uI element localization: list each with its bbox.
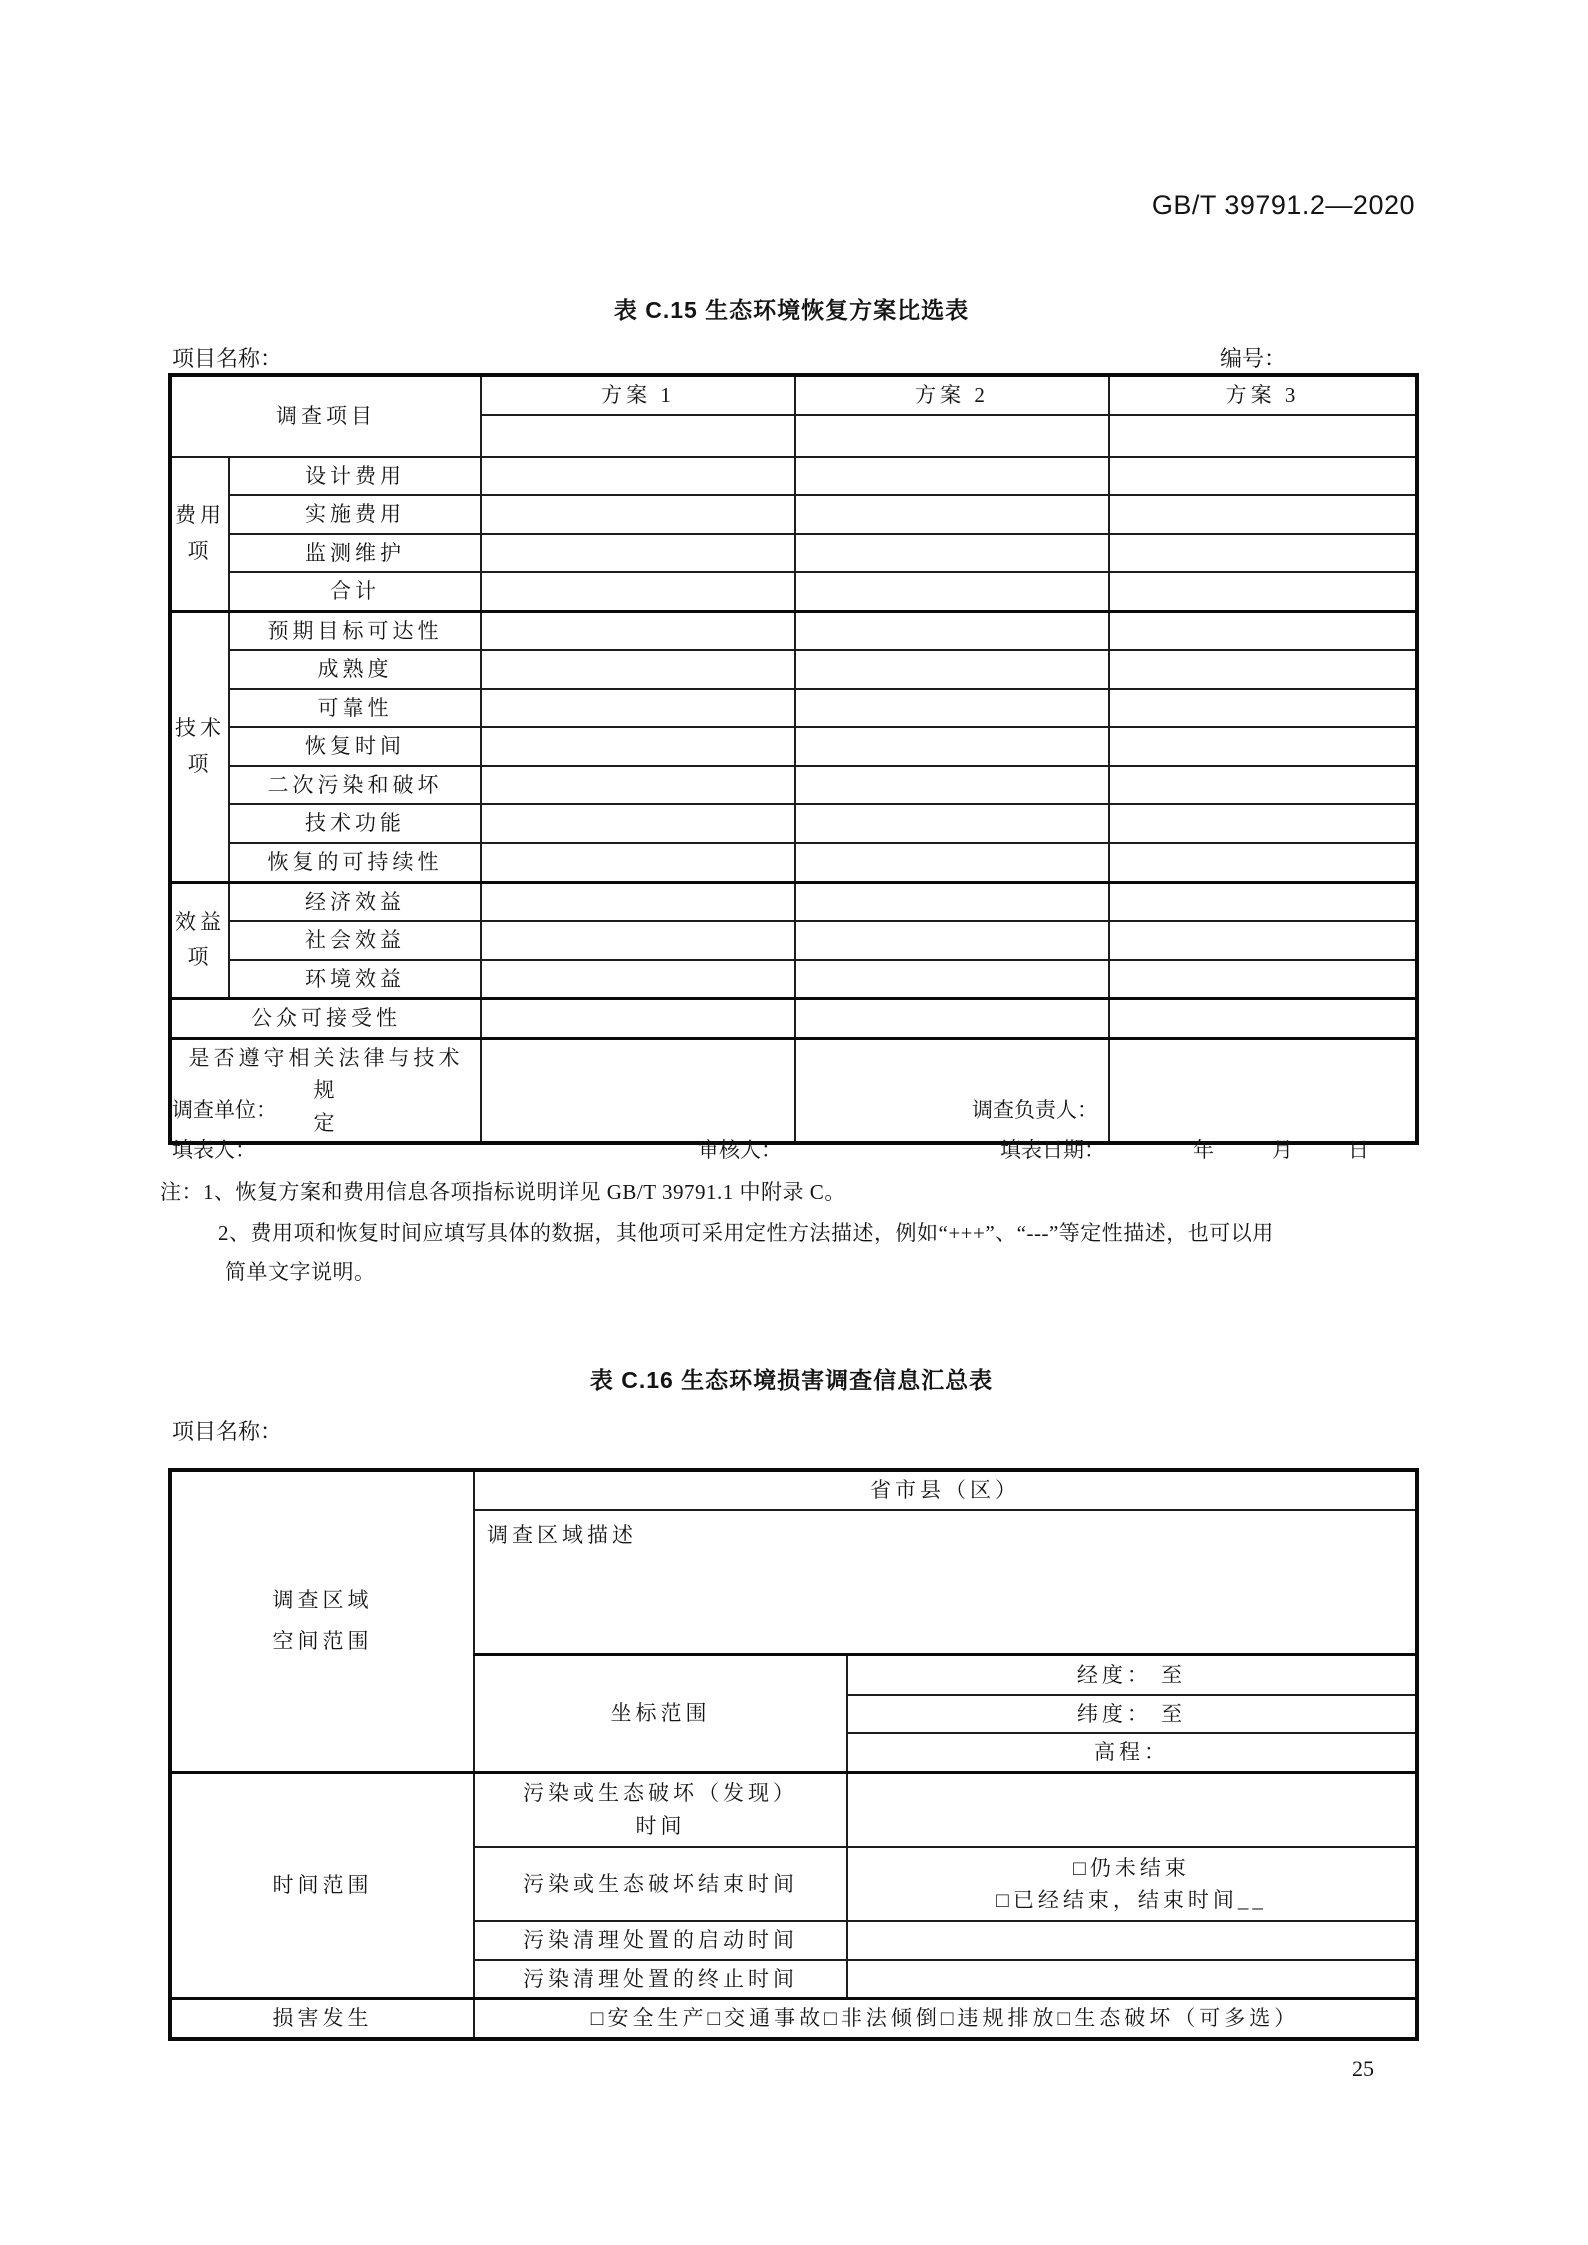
empty-cell bbox=[795, 1038, 1109, 1143]
empty-cell bbox=[481, 415, 795, 457]
t1-item-label: 恢复时间 bbox=[229, 727, 481, 766]
day-label: 日 bbox=[1348, 1138, 1369, 1162]
table-row bbox=[170, 1470, 1417, 1510]
empty-cell bbox=[1109, 572, 1417, 611]
t2-latitude-label: 纬度： 至 bbox=[847, 1695, 1417, 1734]
table-row bbox=[170, 572, 1417, 611]
empty-cell bbox=[795, 882, 1109, 921]
form-filler-label: 填表人： bbox=[172, 1138, 256, 1162]
table-row bbox=[170, 1772, 1417, 1847]
table-row bbox=[170, 727, 1417, 766]
t2-province-city-county: 省市县（区） bbox=[474, 1470, 1417, 1510]
empty-cell bbox=[1109, 534, 1417, 573]
t1-item-label: 可靠性 bbox=[229, 689, 481, 728]
t2-damage-options: □安全生产□交通事故□非法倾倒□违规排放□生态破坏（可多选） bbox=[474, 1999, 1417, 2039]
t1-group-cost: 费用项 bbox=[170, 457, 229, 612]
empty-cell bbox=[481, 804, 795, 843]
t1-header-row bbox=[170, 375, 1417, 415]
year-label: 年 bbox=[1193, 1138, 1214, 1162]
t1-group-technical: 技术项 bbox=[170, 611, 229, 882]
empty-cell bbox=[1109, 1038, 1417, 1143]
empty-cell bbox=[1109, 960, 1417, 999]
empty-cell bbox=[481, 843, 795, 882]
t2-end-time-label: 污染或生态破坏结束时间 bbox=[474, 1847, 847, 1921]
empty-cell bbox=[795, 415, 1109, 457]
empty-cell bbox=[1109, 804, 1417, 843]
survey-unit-label: 调查单位： bbox=[172, 1098, 277, 1122]
t2-end-time-options: □仍未结束 □已经结束，结束时间__ bbox=[847, 1847, 1417, 1921]
empty-cell bbox=[481, 1038, 795, 1143]
empty-cell bbox=[795, 495, 1109, 534]
empty-cell bbox=[847, 1960, 1417, 1999]
empty-cell bbox=[481, 921, 795, 960]
t2-cleanup-end-label: 污染清理处置的终止时间 bbox=[474, 1960, 847, 1999]
empty-cell bbox=[795, 921, 1109, 960]
empty-cell bbox=[1109, 766, 1417, 805]
empty-cell bbox=[1109, 415, 1417, 457]
empty-cell bbox=[1109, 611, 1417, 650]
t2-cleanup-start-label: 污染清理处置的启动时间 bbox=[474, 1921, 847, 1960]
t2-region-description-label: 调查区域描述 bbox=[474, 1510, 1417, 1655]
t2-damage-occurrence-label: 损害发生 bbox=[170, 1999, 474, 2039]
t1-plan3-header: 方案 3 bbox=[1109, 375, 1417, 415]
empty-cell bbox=[481, 689, 795, 728]
empty-cell bbox=[481, 457, 795, 496]
fill-date-label: 填表日期： bbox=[1000, 1138, 1105, 1162]
t1-item-label: 监测维护 bbox=[229, 534, 481, 573]
empty-cell bbox=[847, 1921, 1417, 1960]
table-row bbox=[170, 650, 1417, 689]
empty-cell bbox=[795, 766, 1109, 805]
t1-item-label: 恢复的可持续性 bbox=[229, 843, 481, 882]
table-row bbox=[170, 766, 1417, 805]
note-line-2: 2、费用项和恢复时间应填写具体的数据，其他项可采用定性方法描述，例如“+++”、“---”等定性描述，也可以用 bbox=[218, 1221, 1274, 1245]
empty-cell bbox=[795, 611, 1109, 650]
t2-longitude-label: 经度： 至 bbox=[847, 1655, 1417, 1695]
table-row bbox=[170, 1999, 1417, 2039]
t2-elevation-label: 高程： bbox=[847, 1733, 1417, 1772]
t1-number-label: 编号： bbox=[1220, 346, 1287, 371]
t1-item-label: 合计 bbox=[229, 572, 481, 611]
t1-public-acceptability-label: 公众可接受性 bbox=[170, 999, 481, 1039]
empty-cell bbox=[1109, 843, 1417, 882]
empty-cell bbox=[795, 572, 1109, 611]
table-row bbox=[170, 804, 1417, 843]
empty-cell bbox=[481, 999, 795, 1039]
empty-cell bbox=[795, 804, 1109, 843]
standard-number: GB/T 39791.2—2020 bbox=[1151, 190, 1415, 220]
empty-cell bbox=[1109, 727, 1417, 766]
t1-item-label: 实施费用 bbox=[229, 495, 481, 534]
table-row bbox=[170, 921, 1417, 960]
empty-cell bbox=[795, 727, 1109, 766]
empty-cell bbox=[795, 960, 1109, 999]
empty-cell bbox=[1109, 650, 1417, 689]
table-row bbox=[170, 457, 1417, 496]
empty-cell bbox=[1109, 495, 1417, 534]
note-line-1: 注：1、恢复方案和费用信息各项指标说明详见 GB/T 39791.1 中附录 C。 bbox=[160, 1180, 846, 1204]
t1-law-compliance-label: 是否遵守相关法律与技术规 定 bbox=[170, 1038, 481, 1143]
t2-coordinate-range-label: 坐标范围 bbox=[474, 1655, 847, 1773]
table-row bbox=[170, 689, 1417, 728]
table-row bbox=[170, 611, 1417, 650]
t2-discovery-time-label: 污染或生态破坏（发现） 时间 bbox=[474, 1772, 847, 1847]
t1-plan2-header: 方案 2 bbox=[795, 375, 1109, 415]
empty-cell bbox=[795, 650, 1109, 689]
t2-time-range-label: 时间范围 bbox=[170, 1772, 474, 1999]
empty-cell bbox=[795, 689, 1109, 728]
t1-project-name-label: 项目名称： bbox=[172, 346, 283, 371]
t1-item-label: 设计费用 bbox=[229, 457, 481, 496]
t1-item-label: 技术功能 bbox=[229, 804, 481, 843]
table-c15-title: 表 C.15 生态环境恢复方案比选表 bbox=[613, 297, 970, 323]
t1-item-label: 预期目标可达性 bbox=[229, 611, 481, 650]
restoration-plan-comparison-table bbox=[168, 373, 1419, 1145]
empty-cell bbox=[1109, 689, 1417, 728]
month-label: 月 bbox=[1272, 1138, 1293, 1162]
t1-group-benefit: 效益项 bbox=[170, 882, 229, 999]
empty-cell bbox=[481, 611, 795, 650]
reviewer-label: 审核人： bbox=[698, 1138, 782, 1162]
table-row bbox=[170, 534, 1417, 573]
t1-item-label: 社会效益 bbox=[229, 921, 481, 960]
table-row bbox=[170, 882, 1417, 921]
table-c16-title: 表 C.16 生态环境损害调查信息汇总表 bbox=[589, 1367, 994, 1393]
table-row bbox=[170, 1038, 1417, 1143]
t1-item-label: 环境效益 bbox=[229, 960, 481, 999]
table-row bbox=[170, 495, 1417, 534]
empty-cell bbox=[481, 960, 795, 999]
empty-cell bbox=[795, 534, 1109, 573]
table-row bbox=[170, 843, 1417, 882]
empty-cell bbox=[795, 843, 1109, 882]
survey-leader-label: 调查负责人： bbox=[972, 1098, 1098, 1122]
empty-cell bbox=[481, 572, 795, 611]
empty-cell bbox=[795, 457, 1109, 496]
t1-plan1-header: 方案 1 bbox=[481, 375, 795, 415]
empty-cell bbox=[1109, 921, 1417, 960]
empty-cell bbox=[481, 495, 795, 534]
table-row bbox=[170, 999, 1417, 1039]
table-row bbox=[170, 960, 1417, 999]
empty-cell bbox=[481, 650, 795, 689]
t1-item-column-header: 调查项目 bbox=[170, 375, 481, 457]
empty-cell bbox=[481, 882, 795, 921]
t1-item-label: 二次污染和破坏 bbox=[229, 766, 481, 805]
note-line-3: 简单文字说明。 bbox=[225, 1260, 376, 1284]
empty-cell bbox=[1109, 457, 1417, 496]
t1-item-label: 成熟度 bbox=[229, 650, 481, 689]
empty-cell bbox=[1109, 999, 1417, 1039]
empty-cell bbox=[1109, 882, 1417, 921]
empty-cell bbox=[481, 534, 795, 573]
empty-cell bbox=[795, 999, 1109, 1039]
empty-cell bbox=[481, 727, 795, 766]
empty-cell bbox=[847, 1772, 1417, 1847]
t2-project-name-label: 项目名称： bbox=[172, 1419, 283, 1444]
empty-cell bbox=[481, 766, 795, 805]
t2-region-scope-label: 调查区域 空间范围 bbox=[170, 1470, 474, 1772]
t1-item-label: 经济效益 bbox=[229, 882, 481, 921]
page-number: 25 bbox=[1352, 2056, 1374, 2081]
damage-survey-summary-table bbox=[168, 1468, 1419, 2041]
